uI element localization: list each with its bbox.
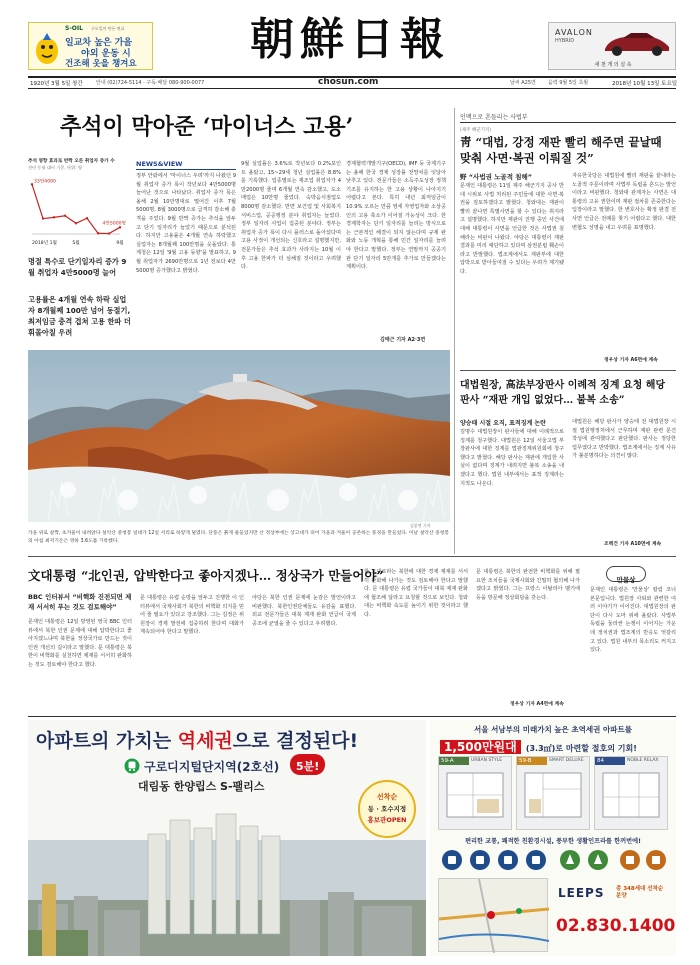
news-view-rule — [136, 169, 236, 170]
right-ad-phone[interactable]: 02.830.1400 — [556, 916, 676, 936]
left-ad-badge2: 동 · 호수지정 — [367, 805, 407, 813]
chart-subtitle: 전년 동월 대비 기준, 단위: 명 — [28, 165, 82, 170]
chart-first-label: 33만4000 — [34, 179, 56, 185]
left-ad-headline-b: 역세권 — [177, 730, 233, 752]
sidebar-headline[interactable]: 靑 “대법, 강정 재판 빨리 해주면 끝날때 맞춰 사면·복권 이뤄질 것” — [460, 135, 662, 165]
second-col2: 문 대통령은 유럽 순방을 앞두고 진행한 이 인터뷰에서 국제사회가 북한의 비핵화 의지를 믿어 줄 필요가 있다고 강조했다. 그는 김정은 위원장이 경제 발전에 집중하려 한다며 대화가 계속되어야 한다고 말했다. — [140, 595, 244, 636]
chart-plot — [28, 172, 128, 248]
lead-col1: 정부 안팎에서 '마이너스 우려'까지 나왔던 9월 취업자 증가 폭이 작년보다 4만5000명 늘어난 것으로 나타났다. 취업자 증가 폭은 올해 2월 10만명대로 떨어진 이후 7월 5000명, 8월 3000명으로 급격히 감소해 충격을 주었다. 9월 반짝 증가는 추석을 앞두고 단기 일자리가 늘었기 때문으로 분석된다. 하지만 고용률은 4개월 연속 하락했고 실업자는 8개월째 100만명을 웃돌았다. 통계청은 12일 '9월 고용 동향'을 발표하고, 9월 취업자가 2690만명으로 1년 전보다 4만5000명 증가했다고 밝혔다. — [136, 173, 236, 274]
s-oil-line1: 일교차 높은 가을 — [65, 38, 133, 48]
right-ad-price-a: 1,500만원대 — [440, 740, 521, 754]
lunar-date: 음력 9월 5일 초월 — [548, 80, 589, 86]
chart-point — [86, 217, 88, 219]
right-ad-brand: LEEPS — [558, 886, 605, 900]
s-oil-tag: 구도일이 만든 연료 — [91, 26, 125, 31]
masthead-rule-bottom — [28, 88, 676, 89]
lead-col3: 경제협력개발기구(OECD), IMF 등 국제기구는 올해 한국 경제 성장률 전망치를 잇달아 낮추고 있다. 전문가들은 소득주도성장 정책 기조를 유지하는 한 고용 상황이 나아지기 어렵다고 본다. 특히 내년 최저임금이 10.9% 오르는 만큼 영세 자영업자와 소상공인의 고용 축소가 이어질 가능성이 크다. 한 경제학자는 단기 일자리를 늘리는 방식으로는 근본적인 해결이 되지 않는다며 규제 완화와 노동 개혁을 통해 민간 일자리를 늘려야 한다고 말했다. 정부는 연말까지 공공기관 단기 일자리 5만개를 추가로 만들겠다는 계획이다. — [346, 161, 446, 271]
right-ad-price-b: (3.3㎡)로 마련할 절호의 기회! — [525, 744, 637, 753]
photo-credit: 김종연 기자 — [410, 523, 431, 528]
location-map[interactable] — [438, 878, 548, 952]
left-ad-minutes-label: 5분! — [296, 760, 320, 773]
chart-point — [75, 222, 77, 224]
sidebar-divider — [460, 370, 676, 371]
mountain-photo[interactable] — [28, 350, 450, 522]
s-oil-line2: 야외 운동 시 — [81, 49, 131, 59]
newspaper-title: 朝鮮日報 — [250, 14, 450, 65]
weather-ref: 날씨 A25면 — [510, 80, 536, 86]
sidebar-section-label: 인맥으로 흔들리는 사법부 — [460, 114, 528, 121]
chart-point — [108, 232, 110, 234]
chart-tick-start: 2018년 1월 — [32, 241, 57, 246]
floorplan-row — [438, 756, 668, 830]
lead-sub2: 고용률은 4개월 연속 하락 실업자 8개월째 100만 넘어 동절기, 최저임금 충격 겹쳐 고용 한파 더 휘몰아칠 우려 — [28, 295, 131, 337]
left-ad-minutes — [290, 754, 325, 775]
right-ad-top: 서울 서남부의 미래가치 높은 초역세권 아파트를 — [474, 725, 632, 734]
left-ad-headline — [36, 726, 416, 753]
second-col5: 문 대통령은 북한의 완전한 비핵화를 위해 필요한 조치들을 국제사회와 긴밀히 협의해 나가겠다고 밝혔다. 그는 프랑스 이탈리아 벨기에 등을 방문해 정상회담을 갖는다. — [476, 569, 580, 601]
second-headline[interactable]: 文대통령 “北인권, 압박한다고 좋아지겠나… 정상국가 만들어야” — [28, 568, 384, 583]
chart-tick-end: 9월 — [116, 241, 124, 246]
issue-date: 2018년 10월 13일 토요일 — [612, 81, 678, 87]
unit-59b-name: SMART DELUXE — [549, 758, 584, 763]
avalon-sub: HYBRID — [555, 38, 575, 44]
sidebar-sub2: 양승태 시절 요직, 표적징계 논란 — [460, 420, 546, 427]
sidebar-byline: 정우상 기자 A6면에 계속 — [604, 358, 658, 363]
lead-headline[interactable]: 추석이 막아준 ‘마이너스 고용’ — [60, 114, 354, 140]
sidebar-col1: 문재인 대통령은 11일 제주 해군기지 공사 반대 시위로 사법 처리된 주민들에 대한 사면·복권을 검토하겠다고 밝혔다. 청와대는 재판이 빨리 끝나면 특별사면을 할 수 있다는 취지라고 설명했다. 하지만 재판이 진행 중인 사건에 대해 대통령이 사면을 언급한 것은 사법권 침해라는 비판이 나왔다. 야당은 대통령이 재판 결과를 미리 예단하고 있다며 삼권분립 훼손이라고 반발했다. 법조계에서도 재판부에 대한 압박으로 받아들여질 수 있다는 우려가 제기됐다. — [460, 183, 564, 275]
unit-59a-name: URBAN STYLE — [471, 758, 503, 763]
subway-icon — [124, 758, 140, 774]
right-apartment-ad[interactable] — [430, 720, 676, 956]
amenity-icons — [440, 848, 666, 872]
chart-point — [42, 217, 44, 219]
column-badge-label: 만물상 — [616, 576, 636, 584]
lead-sub1: 명절 특수로 단기일자리 증가 9월 취업자 4만5000명 늘어 — [28, 257, 127, 277]
second-col3: 야당은 북한 인권 문제에 눈감은 발언이라고 비판했다. 북한인권단체들도 유감을 표했다. 외교 전문가들은 대북 제재 완화 언급이 국제 공조에 균열을 줄 수 있다고 우려했다. — [252, 595, 356, 627]
column-badge — [606, 566, 646, 582]
masthead-right-ad[interactable] — [548, 22, 676, 70]
right-ad-phone-sub: 총 348세대 선착순 분양 — [616, 886, 664, 899]
sidebar-kicker: (제주 해군기지) — [460, 128, 492, 133]
second-byline: 정우상 기자 A4면에 계속 — [510, 702, 564, 707]
s-oil-mascot-icon — [33, 31, 61, 65]
contact-info: 안내 (02)724-5114 · 구독·배달 080-900-0077 — [96, 80, 205, 86]
column-divider — [454, 108, 455, 554]
chart-point — [53, 216, 55, 218]
chart-point — [31, 183, 33, 185]
left-apartment-ad[interactable] — [28, 720, 426, 956]
sidebar-sub: 野 “사법권 노골적 침해” — [460, 173, 533, 181]
masthead — [0, 0, 700, 90]
sidebar-col4: 대법원은 해당 판사가 양승태 전 대법원장 시절 법원행정처에서 근무하며 재판 관련 문건 작성에 관여했다고 판단했다. 판사는 정당한 업무였다고 반박했다. 법조계에서는 징계 사유가 불분명하다는 의견이 많다. — [572, 419, 676, 460]
masthead-left-ad[interactable] — [28, 22, 153, 70]
sidebar-col2: 자유한국당은 대법원에 빨리 재판을 끝내라는 노골적 주문이라며 사법부 독립을 흔드는 발언이라고 비판했다. 청와대 관계자는 사면은 대통령의 고유 권한이며 재판 절차를 존중한다는 입장이라고 말했다. 한 변호사는 확정 판결 전 사면 언급은 전례를 찾기 어렵다고 했다. 대한변협도 성명을 내고 우려를 표명했다. — [572, 173, 676, 231]
employment-chart — [28, 158, 128, 252]
chart-tick-mid: 5월 — [72, 241, 80, 246]
second-col4: 한 그대로라는 북한에 대한 경제 제재를 서서히 완화해 나가는 것도 검토해야 한다고 말했다. 문 대통령은 유럽 국가들이 대북 제재 완화에 협조해 달라고 요청할 것으로 보인다. 청와대는 비핵화 속도를 높이기 위한 것이라고 했다. — [364, 569, 468, 618]
second-sub: BBC 인터뷰서 “비핵화 진전되면 제재 서서히 푸는 것도 검토해야” — [28, 593, 132, 611]
car-icon — [601, 29, 673, 57]
founded-date: 1920년 3월 5일 창간 — [30, 81, 83, 87]
lead-col2: 9월 실업률은 3.6%로 작년보다 0.2%포인트 올랐고, 15~29세 청년 실업률은 8.8%를 기록했다. 업종별로는 제조업 취업자가 4만2000명 줄며 6개월 연속 감소했고, 도소매업은 10만명 줄었다. 숙박음식점업도 8000명 감소했다. 반면 보건업 및 사회복지서비스업, 공공행정 분야 취업자는 늘었다. 정부 일자리 사업이 집중된 분야다. 정부는 취업자 증가 폭이 다시 플러스로 돌아섰다며 고용 사정이 개선되는 신호라고 설명했지만, 전문가들은 추석 효과가 사라지는 10월 이후 고용 한파가 더 심해질 것이라고 우려했다. — [241, 161, 341, 271]
news-view-tag — [136, 160, 182, 168]
s-oil-brand: S-OIL — [65, 25, 83, 32]
floorplan-59b[interactable] — [516, 756, 590, 830]
s-oil-line3: 건조해 옷을 챙겨요 — [65, 59, 137, 69]
left-ad-badge3: 홍보관OPEN — [367, 816, 407, 824]
city-skyline-image — [28, 800, 426, 956]
unit-59a-label: 59-A — [439, 757, 469, 765]
chart-last-label: 4만5000명 — [102, 221, 126, 227]
sidebar-col3: 김명수 대법원장이 판사들에 대해 이례적으로 징계를 청구했다. 대법원은 12일 서울고법 부장판사에 대한 징계를 법관징계위원회에 청구했다고 밝혔다. 해당 판사는 재판에 개입한 사실이 없다며 징계가 내려지면 불복 소송을 내겠다고 했다. 법원 내부에서는 표적 징계라는 지적도 나온다. — [460, 429, 564, 487]
sidebar-section-rule — [460, 122, 676, 123]
opinion-column[interactable] — [590, 566, 676, 712]
left-ad-headline-a: 아파트의 가치는 — [36, 730, 178, 752]
column-text: 문재인 대통령은 '만물상' 칼럼 코너 본문입니다. 법원장 사퇴와 관련한 여러 이야기가 이어진다. 대법원장의 판단이 다시 도마 위에 올랐다. 사법부 독립을 둘러싼 논쟁이 이어지는 가운데 정치권과 법조계의 반응도 엇갈리고 있다. 법원 내부의 목소리도 커지고 있다. — [590, 587, 676, 654]
floorplan-59a[interactable] — [438, 756, 512, 830]
chart-point — [64, 215, 66, 217]
avalon-note: 새 천 개 의 실 속 — [594, 62, 632, 68]
sidebar-byline2: 조백건 기자 A10면에 계속 — [604, 542, 662, 547]
sidebar-headline2[interactable]: 대법원장, 高法부장판사 이례적 징계 요청 해당 판사 “재판 개입 없었다… 불복 소송” — [460, 380, 666, 406]
unit-84-label: 84 — [595, 757, 625, 765]
second-story-rule — [28, 556, 676, 557]
avalon-model: AVALON — [555, 28, 593, 37]
site-url[interactable]: chosun.com — [318, 77, 379, 87]
news-view-label: NEWS&VIEW — [136, 160, 183, 168]
unit-59b-label: 59-B — [517, 757, 547, 765]
right-ad-tagline: 편리한 교통, 쾌적한 친환경시설, 풍부한 생활인프라를 한꺼번에! — [465, 838, 641, 845]
left-ad-project: 대림동 한양립스 S-팰리스 — [138, 780, 265, 793]
left-ad-badge1: 선착순 — [376, 793, 398, 801]
chart-point — [97, 232, 99, 234]
lead-byline: 김태근 기자 A2·3면 — [380, 337, 426, 343]
second-col1: 문재인 대통령은 12일 방영된 영국 BBC 인터뷰에서 북한 인권 문제에 대해 압박한다고 좋아지겠느냐며 북한을 정상국가로 만드는 것이 인권 개선의 길이라고 말했다. 문 대통령은 북한이 비핵화를 실천하면 제재를 서서히 완화하는 것도 검토해야 한다고 했다. — [28, 619, 132, 668]
photo-caption: 가을 위로 살짝, 초겨울이 내려앉다 설악산 중청봉 일대가 12일 서리로 하얗게 덮였다. 단풍은 붉게 물들었지만 산 정상부에는 상고대가 피어 가을과 겨울이 공존하는 풍경을 만들었다. 이날 설악산 중청봉의 아침 최저기온은 영하 3.6도를 기록했다. — [28, 531, 450, 544]
left-ad-headline-c: 으로 결정된다! — [232, 730, 359, 752]
chart-title: 추석 영향 효과로 반짝 오른 취업자 증가 수 — [28, 159, 115, 164]
floorplan-84[interactable] — [594, 756, 668, 830]
unit-84-name: NOBLE RELAX — [627, 758, 659, 763]
ad-top-rule — [28, 716, 676, 717]
left-ad-station: 구로디지털단지역(2호선) — [144, 760, 280, 774]
chart-point — [119, 226, 121, 228]
right-ad-price-row — [440, 736, 676, 755]
